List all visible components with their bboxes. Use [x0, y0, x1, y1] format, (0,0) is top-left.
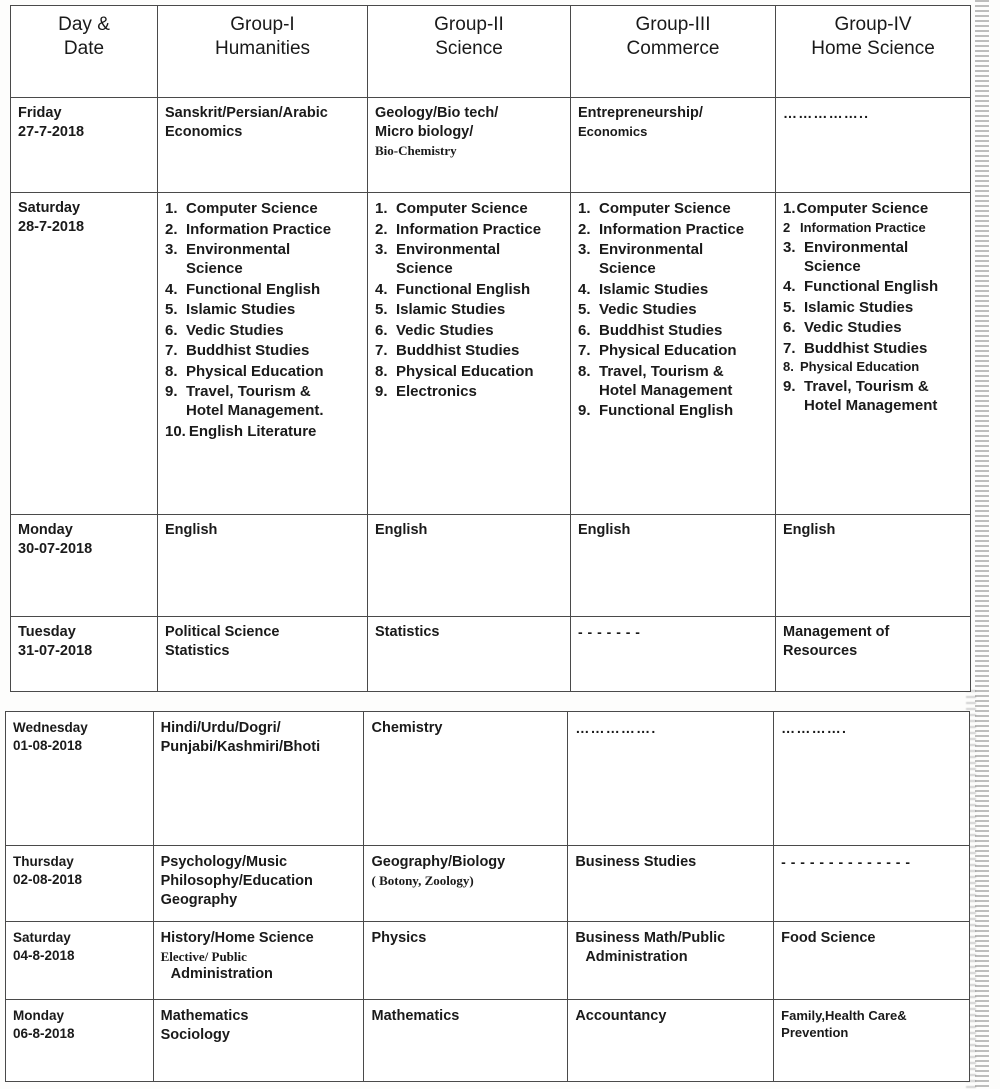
subject-item-number: 4.	[783, 278, 796, 296]
subject-item-label: Vedic Studies	[396, 321, 494, 339]
subject-item-label: Information Practice	[186, 220, 332, 238]
subject-item-label: Islamic Studies	[396, 301, 506, 319]
subject-line: Punjabi/Kashmiri/Bhoti	[160, 739, 321, 756]
column-header-group-3-line2: Commerce	[626, 38, 720, 60]
subject-text-block	[575, 853, 766, 872]
subject-item-number: 1.	[783, 200, 796, 217]
exam-date: 04-8-2018	[13, 947, 75, 963]
subject-list-item	[375, 382, 563, 401]
column-header-group-1-line1: Group-I	[230, 14, 295, 35]
subject-line: Geography/Biology	[371, 854, 506, 870]
subject-text-block	[578, 521, 768, 540]
subject-list-item	[578, 341, 768, 360]
subject-item-number: 4.	[578, 280, 591, 298]
subject-line: Sociology	[160, 1027, 230, 1044]
group-4-cell	[774, 712, 970, 846]
subject-text-block	[371, 719, 560, 738]
subject-list-item	[783, 377, 963, 415]
subject-line: Accountancy	[575, 1008, 667, 1024]
placeholder-dots: …………….	[575, 720, 657, 736]
placeholder-dashes: - - - - - - - - - - - - - -	[781, 854, 911, 870]
subject-item-label: Information Practice	[599, 220, 745, 238]
day-date-cell	[6, 712, 154, 846]
day-date-cell	[11, 515, 158, 617]
day-date-cell	[6, 922, 154, 1000]
group-2-cell	[364, 1000, 568, 1082]
subject-text-block	[578, 104, 768, 140]
subject-list-item	[783, 277, 963, 296]
subject-list-item	[165, 240, 360, 278]
subject-text-block	[165, 104, 360, 142]
table-row	[6, 922, 970, 1000]
subject-item-number: 2.	[578, 220, 591, 238]
subject-line: Statistics	[165, 643, 230, 660]
placeholder-dots: ……………..	[783, 105, 870, 121]
subject-list-item	[783, 318, 963, 337]
subject-line: Economics	[578, 124, 648, 140]
subject-item-label: Electronics	[396, 383, 477, 401]
subject-line: Business Math/Public	[575, 930, 726, 946]
column-header-group-2-line1: Group-II	[434, 14, 504, 35]
scan-edge-artifact	[975, 0, 989, 1089]
subject-item-label: Buddhist Studies	[186, 342, 310, 360]
day-name: Tuesday	[18, 624, 76, 640]
group-4-cell	[776, 515, 971, 617]
subject-item-number: 9.	[375, 383, 388, 401]
subject-list-item	[165, 362, 360, 381]
subject-list-item	[578, 240, 768, 278]
subject-item-label: Environmental Science	[804, 238, 909, 275]
table-body-upper	[11, 98, 971, 692]
subject-item-number: 5.	[783, 298, 796, 316]
subject-line: Chemistry	[371, 720, 443, 736]
subject-list-item	[578, 220, 768, 239]
subject-item-number: 1.	[578, 200, 591, 217]
subject-text-block	[371, 853, 560, 889]
subject-item-label: Vedic Studies	[186, 321, 284, 339]
placeholder-dots: ………….	[781, 720, 848, 736]
subject-line: Physics	[371, 930, 427, 946]
subject-line: Management of	[783, 624, 890, 640]
group-2-cell	[364, 846, 568, 922]
subject-item-number: 5.	[578, 301, 591, 319]
placeholder-dashes: - - - - - - -	[578, 624, 641, 640]
subject-item-number: 5.	[375, 301, 388, 319]
subject-item-label: Islamic Studies	[186, 301, 296, 319]
header-row	[11, 6, 971, 98]
group-1-cell	[158, 617, 368, 692]
subject-line: Philosophy/Education	[160, 873, 313, 890]
subject-item-label: Buddhist Studies	[599, 321, 723, 339]
subject-list-item	[783, 220, 963, 237]
subject-item-number: 6.	[578, 321, 591, 339]
table-row	[11, 515, 971, 617]
group-4-cell	[774, 922, 970, 1000]
column-header-group-1	[158, 6, 368, 98]
group-1-cell	[158, 98, 368, 193]
column-header-group-2-line2: Science	[435, 38, 503, 60]
subject-item-number: 7.	[165, 342, 178, 360]
subject-line: Economics	[165, 124, 243, 141]
day-name: Thursday	[13, 854, 74, 869]
subject-item-number: 9.	[578, 402, 591, 420]
subject-item-number: 6.	[375, 321, 388, 339]
subject-item-label: Functional English	[599, 402, 734, 420]
subject-list-item	[578, 321, 768, 340]
subject-list-item	[578, 401, 768, 420]
subject-list-item	[375, 220, 563, 239]
subject-list-item	[165, 300, 360, 319]
subject-text-block	[575, 1007, 766, 1026]
group-3-cell	[571, 98, 776, 193]
subject-text-block	[161, 929, 357, 984]
subject-item-label: Physical Education	[599, 342, 737, 360]
day-name: Friday	[18, 105, 62, 121]
group-2-cell	[364, 712, 568, 846]
subject-item-label: Environmental Science	[396, 241, 501, 278]
subject-item-label: Information Practice	[800, 219, 926, 235]
group-1-cell	[153, 712, 364, 846]
table-body-lower	[6, 712, 970, 1082]
subject-item-label: Physical Education	[186, 362, 324, 380]
subject-list	[783, 199, 963, 415]
day-name: Saturday	[13, 930, 71, 945]
subject-item-number: 1.	[165, 200, 178, 217]
subject-line: Political Science	[165, 624, 280, 640]
subject-item-label: Functional English	[396, 280, 531, 298]
subject-item-number: 2	[783, 219, 791, 235]
column-header-group-4-line2: Home Science	[811, 38, 935, 60]
day-name: Saturday	[18, 200, 81, 216]
subject-line: Administration	[585, 949, 688, 966]
subject-line: Elective/ Public	[160, 949, 247, 965]
subject-line: ( Botony, Zoology)	[371, 873, 474, 889]
subject-list-item	[783, 359, 963, 376]
group-1-cell	[158, 193, 368, 515]
day-date-cell	[11, 617, 158, 692]
subject-text-block	[783, 521, 963, 540]
group-2-cell	[368, 515, 571, 617]
subject-item-number: 7.	[783, 339, 796, 357]
subject-line: English	[375, 522, 428, 538]
subject-list-item	[165, 382, 360, 420]
subject-list-item	[783, 298, 963, 317]
subject-text-block	[371, 929, 560, 948]
day-date-cell	[11, 98, 158, 193]
group-2-cell	[364, 922, 568, 1000]
column-header-group-1-line2: Humanities	[214, 38, 311, 60]
subject-list-item	[165, 220, 360, 239]
subject-item-number: 6.	[165, 321, 178, 339]
subject-item-label: Vedic Studies	[804, 319, 902, 337]
exam-date: 27-7-2018	[18, 124, 85, 141]
subject-list-item	[375, 362, 563, 381]
subject-list-item	[375, 321, 563, 340]
subject-item-label: Travel, Tourism & Hotel Management.	[186, 383, 324, 420]
group-4-cell	[774, 846, 970, 922]
subject-item-label: Computer Science	[796, 200, 929, 217]
subject-list-item	[578, 199, 768, 218]
subject-list-item	[375, 240, 563, 278]
subject-text-block	[371, 1007, 560, 1026]
exam-date: 28-7-2018	[18, 219, 85, 236]
day-date-cell	[6, 1000, 154, 1082]
subject-item-number: 9.	[783, 378, 796, 396]
column-header-day	[11, 6, 158, 98]
subject-list	[165, 199, 360, 441]
subject-line: Entrepreneurship/	[578, 105, 703, 121]
subject-list-item	[165, 280, 360, 299]
subject-item-label: Vedic Studies	[599, 301, 697, 319]
subject-line: Hindi/Urdu/Dogri/	[160, 720, 281, 736]
group-2-cell	[368, 98, 571, 193]
subject-line: History/Home Science	[160, 930, 314, 946]
subject-list-item	[783, 199, 963, 218]
subject-item-number: 8.	[165, 362, 178, 380]
exam-date: 02-08-2018	[13, 871, 83, 887]
subject-item-number: 6.	[783, 319, 796, 337]
day-date-cell	[11, 193, 158, 515]
subject-item-label: Islamic Studies	[804, 298, 914, 316]
subject-text-block	[375, 623, 563, 642]
group-1-cell	[153, 922, 364, 1000]
subject-list-item	[165, 422, 360, 441]
exam-date: 31-07-2018	[18, 643, 93, 660]
subject-item-number: 8.	[578, 362, 591, 380]
subject-item-number: 4.	[165, 280, 178, 298]
group-4-cell	[774, 1000, 970, 1082]
day-name: Wednesday	[13, 720, 88, 735]
exam-date: 06-8-2018	[13, 1025, 75, 1041]
day-name: Monday	[18, 522, 73, 538]
subject-item-number: 3.	[375, 241, 388, 259]
table-row	[11, 617, 971, 692]
subject-line: Micro biology/	[375, 124, 474, 141]
exam-date: 30-07-2018	[18, 541, 93, 558]
table-row	[11, 193, 971, 515]
subject-text-block	[161, 719, 357, 757]
subject-item-label: Physical Education	[396, 362, 534, 380]
subject-list-item	[165, 341, 360, 360]
subject-list	[375, 199, 563, 401]
column-header-group-2	[368, 6, 571, 98]
group-4-cell	[776, 617, 971, 692]
group-3-cell	[568, 712, 774, 846]
subject-text-block	[161, 1007, 357, 1045]
subject-item-label: Functional English	[804, 278, 939, 296]
subject-line: Geography	[160, 892, 238, 909]
subject-list-item	[783, 238, 963, 276]
subject-list-item	[375, 199, 563, 218]
group-3-cell	[568, 846, 774, 922]
subject-line: Resources	[783, 643, 858, 660]
day-date-cell	[6, 846, 154, 922]
subject-item-label: Computer Science	[186, 200, 318, 217]
subject-list-item	[375, 341, 563, 360]
subject-item-label: Buddhist Studies	[396, 342, 520, 360]
group-4-cell	[776, 193, 971, 515]
subject-item-label: Travel, Tourism & Hotel Management	[804, 378, 938, 415]
subject-item-number: 10.	[165, 423, 186, 441]
group-3-cell	[568, 922, 774, 1000]
day-name: Monday	[13, 1008, 65, 1023]
subject-line: English	[783, 522, 836, 538]
subject-text-block	[575, 929, 766, 967]
subject-text-block	[165, 623, 360, 661]
subject-item-number: 5.	[165, 301, 178, 319]
subject-item-number: 1.	[375, 200, 388, 217]
subject-item-label: Physical Education	[800, 359, 920, 375]
subject-item-number: 3.	[165, 241, 178, 259]
subject-item-number: 2.	[375, 220, 388, 238]
subject-list-item	[783, 339, 963, 358]
subject-list-item	[375, 280, 563, 299]
column-header-group-3-line1: Group-III	[635, 14, 711, 35]
subject-item-label: Information Practice	[396, 220, 542, 238]
column-header-group-4	[776, 6, 971, 98]
subject-item-number: 8.	[375, 362, 388, 380]
subject-item-label: Buddhist Studies	[804, 339, 928, 357]
exam-date: 01-08-2018	[13, 737, 83, 753]
exam-schedule-table-upper	[10, 5, 971, 692]
subject-item-number: 7.	[578, 342, 591, 360]
subject-line: Prevention	[781, 1025, 849, 1041]
subject-item-label: Computer Science	[396, 200, 528, 217]
subject-item-number: 8.	[783, 359, 794, 375]
group-3-cell	[571, 515, 776, 617]
subject-item-label: Islamic Studies	[599, 280, 709, 298]
subject-item-number: 9.	[165, 383, 178, 401]
table-row	[6, 1000, 970, 1082]
subject-text-block	[375, 104, 563, 159]
column-header-day-line2: Date	[63, 38, 105, 60]
subject-text-block	[375, 521, 563, 540]
subject-line: Sanskrit/Persian/Arabic	[165, 105, 328, 121]
subject-line: Statistics	[375, 624, 440, 640]
table-header	[11, 6, 971, 98]
subject-list-item	[375, 300, 563, 319]
subject-item-label: Environmental Science	[599, 241, 704, 278]
subject-line: English	[165, 522, 218, 538]
group-3-cell	[568, 1000, 774, 1082]
subject-item-label: Travel, Tourism & Hotel Management	[599, 362, 733, 399]
subject-list	[578, 199, 768, 421]
group-2-cell	[368, 193, 571, 515]
subject-list-item	[578, 300, 768, 319]
subject-item-number: 3.	[578, 241, 591, 259]
subject-item-number: 7.	[375, 342, 388, 360]
column-header-group-3	[571, 6, 776, 98]
subject-line: Business Studies	[575, 854, 697, 870]
subject-text-block	[781, 1007, 962, 1041]
subject-item-number: 3.	[783, 238, 796, 256]
subject-item-number: 4.	[375, 280, 388, 298]
subject-text-block	[161, 853, 357, 910]
subject-list-item	[578, 280, 768, 299]
group-1-cell	[153, 846, 364, 922]
subject-line: Family,Health Care&	[781, 1008, 907, 1023]
group-1-cell	[158, 515, 368, 617]
subject-line: Food Science	[781, 930, 876, 946]
column-header-group-4-line1: Group-IV	[834, 14, 912, 35]
subject-list-item	[578, 362, 768, 400]
subject-item-label: Functional English	[186, 280, 321, 298]
exam-schedule-table-lower	[5, 711, 970, 1082]
table-row	[6, 846, 970, 922]
subject-line: English	[578, 522, 631, 538]
table-row	[11, 98, 971, 193]
subject-line: Mathematics	[371, 1008, 460, 1024]
subject-line: Geology/Bio tech/	[375, 105, 499, 121]
subject-list-item	[165, 199, 360, 218]
subject-text-block	[783, 623, 963, 661]
subject-line: Mathematics	[160, 1008, 249, 1024]
group-3-cell	[571, 617, 776, 692]
table-row	[6, 712, 970, 846]
group-1-cell	[153, 1000, 364, 1082]
subject-text-block	[165, 521, 360, 540]
subject-line: Psychology/Music	[160, 854, 288, 870]
subject-item-number: 2.	[165, 220, 178, 238]
subject-item-label: English Literature	[188, 423, 317, 441]
subject-item-label: Computer Science	[599, 200, 731, 217]
subject-list-item	[165, 321, 360, 340]
subject-text-block	[781, 929, 962, 948]
column-header-day-line1: Day &	[58, 14, 110, 35]
group-3-cell	[571, 193, 776, 515]
group-4-cell	[776, 98, 971, 193]
subject-line: Bio-Chemistry	[375, 143, 457, 159]
subject-line: Administration	[170, 966, 273, 983]
group-2-cell	[368, 617, 571, 692]
subject-item-label: Environmental Science	[186, 241, 291, 278]
